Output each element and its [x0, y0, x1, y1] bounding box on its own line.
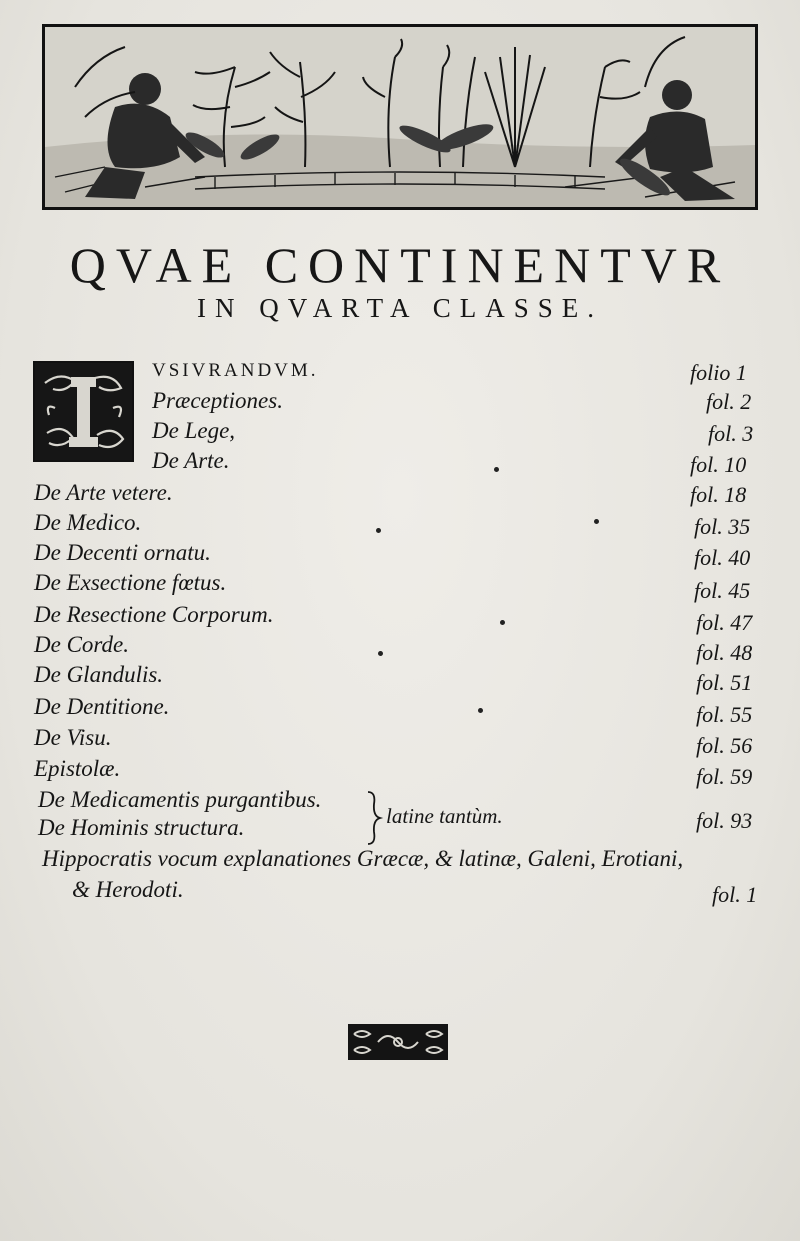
entry-title: VSIVRANDVM. [152, 360, 319, 381]
printing-mark [500, 620, 505, 625]
page-title: QVAE CONTINENTVR [69, 237, 731, 293]
entry-title: De Corde. [34, 632, 129, 657]
entry-title: De Exsectione fœtus. [34, 570, 227, 595]
entry-folio: fol. 51 [696, 670, 753, 695]
printing-mark [376, 528, 381, 533]
entry-title: De Dentitione. [34, 694, 170, 719]
entry-folio: fol. 40 [694, 545, 751, 570]
printing-mark [494, 467, 499, 472]
entry-folio: fol. 55 [696, 702, 753, 727]
entry-folio: fol. 56 [696, 733, 753, 758]
entry-title: & Herodoti. [72, 877, 184, 902]
entry-title: Præceptiones. [152, 388, 283, 413]
entry-folio: fol. 35 [694, 514, 751, 539]
entry-title: Hippocratis vocum explanationes Græcæ, & latinæ, Galeni, Erotiani, [42, 846, 684, 871]
entry-title: De Lege, [152, 418, 236, 443]
tail-ornament [348, 1024, 448, 1060]
entry-folio: folio 1 [690, 360, 747, 385]
entry-folio: fol. 45 [694, 578, 751, 603]
entry-title: Epistolæ. [34, 756, 121, 781]
printing-mark [378, 651, 383, 656]
printing-mark [478, 708, 483, 713]
entry-folio: fol. 59 [696, 764, 753, 789]
entry-folio: fol. 47 [696, 610, 753, 635]
printing-mark [594, 519, 599, 524]
curly-brace-icon [364, 790, 384, 846]
entry-folio: fol. 18 [690, 482, 747, 507]
page-subtitle: IN QVARTA CLASSE. [196, 293, 603, 323]
entry-title: De Hominis structura. [38, 815, 245, 840]
entry-folio: fol. 1 [712, 882, 758, 907]
entry-title: De Arte vetere. [34, 480, 173, 505]
entry-title: De Glandulis. [34, 662, 164, 687]
entry-folio: fol. 3 [708, 421, 754, 446]
brace-note: latine tantùm. [386, 804, 503, 828]
entry-folio: fol. 48 [696, 640, 753, 665]
woodcut-garden-illustration [42, 24, 758, 210]
entry-folio: fol. 93 [696, 808, 753, 833]
decorative-initial-letter [33, 361, 134, 462]
entry-title: De Medico. [34, 510, 142, 535]
entry-title: De Medicamentis purgantibus. [38, 787, 322, 812]
entry-title: De Resectione Corporum. [34, 602, 274, 627]
entry-title: De Visu. [34, 725, 112, 750]
entry-title: De Decenti ornatu. [34, 540, 211, 565]
entry-title: De Arte. [152, 448, 230, 473]
entry-folio: fol. 2 [706, 389, 752, 414]
entry-folio: fol. 10 [690, 452, 747, 477]
